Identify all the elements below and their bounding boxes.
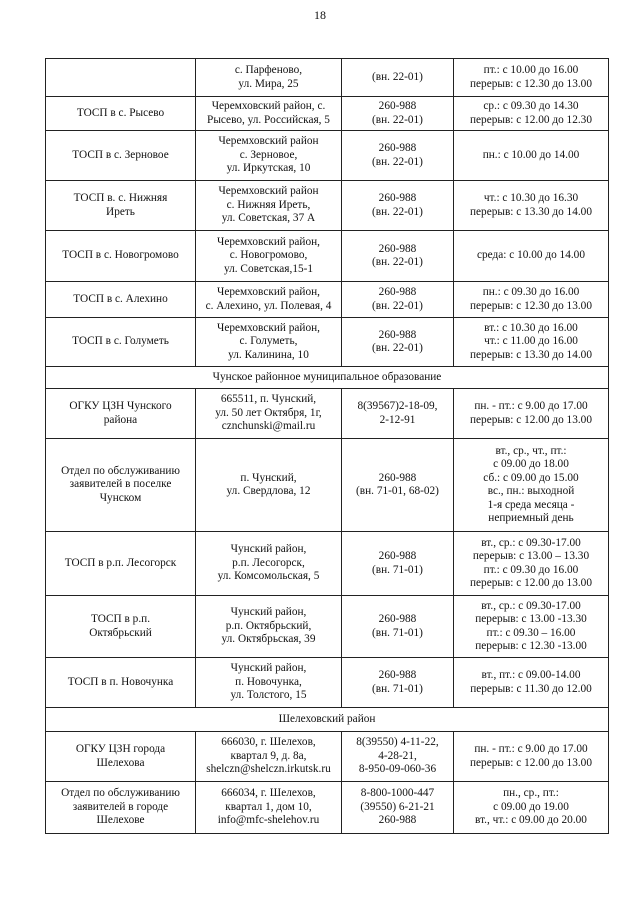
address-cell [196,131,342,181]
hours-cell [454,658,609,708]
table-row [46,59,609,97]
hours-line: пн.: с 10.00 до 14.00 [482,148,580,161]
phone-cell [342,318,454,367]
address-cell [196,732,342,782]
address-line: Черемховский район, [217,235,320,248]
office-name-cell [46,231,196,282]
section-title: Чунское районное муниципальное образование [46,367,609,389]
office-name-cell [46,439,196,532]
hours-line: перерыв: с 11.30 до 12.00 [470,682,592,695]
hours-line: перерыв: с 12.00 до 13.00 [470,577,592,589]
phone-cell [342,732,454,782]
address-line: ул. Мира, 25 [238,77,299,90]
section-header-row [46,708,609,732]
office-name-line: ТОСП в с. Алехино [73,292,168,305]
phone-cell [342,658,454,708]
phone-line: 8(39567)2-18-09, [357,400,438,412]
hours-line: пн. - пт.: с 9.00 до 17.00 [474,400,588,412]
phone-cell [342,782,454,834]
address-cell [196,389,342,439]
phone-line: 2-12-91 [379,413,416,426]
address-line: с. Алехино, ул. Полевая, 4 [205,299,332,312]
hours-cell [454,732,609,782]
address-line: 665511, п. Чунский, [220,393,317,406]
office-name-cell [46,59,196,97]
phone-line: 260-988 [378,471,417,484]
phone-line: 8-800-1000-447 [360,787,435,800]
phone-line: (вн. 22-01) [372,113,423,126]
hours-cell [454,59,609,97]
phone-line: (вн. 71-01) [372,626,423,639]
address-line: ул. Советская,15-1 [223,262,314,275]
hours-line: с 09.00 до 19.00 [493,800,569,813]
section-header-row [46,367,609,389]
phone-cell [342,181,454,231]
phone-cell [342,389,454,439]
phone-cell [342,282,454,318]
office-name-cell [46,532,196,596]
address-line: квартал 1, дом 10, [225,800,312,813]
address-line: квартал 9, д. 8а, [230,749,307,762]
phone-line: 260-988 [378,142,417,154]
hours-line: перерыв: с 12.00 до 12.30 [470,113,592,126]
office-name-cell [46,318,196,367]
office-name-line: ТОСП в. с. Нижняя [73,192,168,204]
address-line: с. Новогромово, [229,249,308,262]
table-row [46,318,609,367]
address-line: Рысево, ул. Российская, 5 [207,113,330,126]
phone-line: (вн. 22-01) [372,299,423,312]
hours-line: чт.: с 10.30 до 16.30 [483,192,579,204]
phone-line: (вн. 22-01) [372,155,423,168]
address-cell [196,59,342,97]
address-cell [196,282,342,318]
address-line: 666034, г. Шелехов, [221,787,316,800]
hours-line: перерыв: с 13.30 до 14.00 [470,205,592,218]
address-cell [196,596,342,658]
hours-cell [454,318,609,367]
office-name-line: Чунском [99,491,142,504]
address-line: ул. Иркутская, 10 [226,162,311,175]
phone-line: 260-988 [378,242,417,255]
hours-line: неприемный день [488,512,574,524]
table-row [46,181,609,231]
address-line: р.п. Лесогорск, [232,556,305,569]
address-line: Черемховский район, [217,286,320,298]
hours-line: ср.: с 09.30 до 14.30 [483,100,579,112]
page-number: 18 [314,8,326,22]
office-name-cell [46,782,196,834]
office-name-line: ТОСП в п. Новочунка [67,675,174,688]
address-line: ул. Комсомольская, 5 [217,570,320,583]
hours-cell [454,532,609,596]
phone-line: (вн. 71-01, 68-02) [356,485,439,497]
office-name-line: заявителей в поселке [69,478,172,491]
office-name-line: Октябрьский [89,626,152,639]
hours-line: пт.: с 10.00 до 16.00 [483,64,579,76]
office-name-cell [46,282,196,318]
hours-line: вт., ср.: с 09.30-17.00 [481,536,581,549]
address-line: Черемховский район [218,185,319,198]
hours-line: пн., ср., пт.: [503,787,559,800]
office-name-line: ОГКУ ЦЗН Чунского [69,400,172,412]
address-cell [196,658,342,708]
phone-cell [342,97,454,131]
address-line: р.п. Октябрьский, [225,619,312,632]
table-row [46,532,609,596]
phone-line: (вн. 71-01) [372,682,423,695]
phone-cell [342,439,454,532]
hours-line: перерыв: с 13.00 -13.30 [475,613,587,625]
hours-cell [454,389,609,439]
hours-line: сб.: с 09.00 до 15.00 [483,471,579,484]
phone-line: 260-988 [378,669,417,681]
address-line: 666030, г. Шелехов, [221,736,316,749]
address-line: Черемховский район, с. [211,100,326,112]
phone-line: (39550) 6-21-21 [360,800,435,813]
section-title: Шелеховский район [46,708,609,732]
hours-line: с 09.00 до 18.00 [493,458,569,470]
phone-line: 260-988 [378,613,417,625]
phone-cell [342,231,454,282]
office-name-line: района [103,413,138,426]
address-line: ул. Свердлова, 12 [226,485,311,497]
hours-line: вт., пт.: с 09.00-14.00 [481,669,581,681]
hours-line: пн.: с 09.30 до 16.00 [482,286,580,298]
office-name-line: ОГКУ ЦЗН города [75,743,166,755]
hours-line: чт.: с 11.00 до 16.00 [484,335,578,348]
phone-line: 4-28-21, [378,749,417,762]
office-name-line: Шелехове [96,814,145,827]
hours-line: пт.: с 09.30 до 16.00 [483,563,579,576]
table-row [46,596,609,658]
table-row [46,282,609,318]
office-name-cell [46,389,196,439]
office-name-cell [46,97,196,131]
phone-line: 260-988 [378,550,417,562]
address-line: ул. 50 лет Октября, 1г, [215,406,322,419]
hours-line: перерыв: с 13.00 – 13.30 [472,550,590,562]
hours-line: вт., ср.: с 09.30-17.00 [481,599,581,612]
table-row [46,658,609,708]
hours-line: вт.: с 10.30 до 16.00 [484,321,578,334]
office-name-cell [46,596,196,658]
office-name-cell [46,181,196,231]
address-line: Чунский район, [230,543,307,556]
phone-cell [342,59,454,97]
office-name-line: ТОСП в с. Зерновое [72,148,169,161]
hours-cell [454,181,609,231]
office-name-line: ТОСП в с. Новогромово [62,249,179,262]
hours-line: перерыв: с 12.00 до 13.00 [470,756,592,769]
hours-line: перерыв: с 12.30 до 13.00 [470,77,592,90]
hours-line: вт., чт.: с 09.00 до 20.00 [475,814,587,827]
address-line: ул. Советская, 37 А [221,212,316,225]
hours-cell [454,97,609,131]
hours-cell [454,439,609,532]
phone-line: (вн. 22-01) [372,70,423,83]
hours-line: перерыв: с 12.00 до 13.00 [470,413,592,426]
phone-cell [342,131,454,181]
table-row [46,231,609,282]
address-line: Черемховский район, [217,321,320,334]
address-line: п. Чунский, [240,471,297,484]
address-line: с. Парфеново, [234,64,303,76]
address-line: Чунский район, [230,662,307,675]
hours-line: перерыв: с 12.30 до 13.00 [470,299,592,312]
hours-line: перерыв: с 13.30 до 14.00 [470,348,592,361]
table-row [46,782,609,834]
phone-cell [342,532,454,596]
address-line: ул. Октябрьская, 39 [221,633,316,646]
hours-line: пт.: с 09.30 – 16.00 [486,626,576,639]
address-cell [196,97,342,131]
address-line: п. Новочунка, [235,675,302,688]
office-name-cell [46,732,196,782]
address-cell [196,318,342,367]
address-cell [196,439,342,532]
address-line: ул. Калинина, 10 [228,348,309,361]
table-row [46,732,609,782]
address-cell [196,532,342,596]
hours-line: пн. - пт.: с 9.00 до 17.00 [474,743,588,755]
address-line: с. Зерновое, [239,148,298,161]
office-name-line: Шелехова [96,756,145,769]
hours-cell [454,231,609,282]
address-line: ул. Толстого, 15 [230,689,307,702]
hours-cell [454,596,609,658]
hours-cell [454,782,609,834]
phone-line: 260-988 [378,328,417,341]
offices-schedule-table [45,58,609,834]
phone-line: 260-988 [378,814,417,827]
address-line: с. Голуметь, [239,335,298,348]
address-cell [196,231,342,282]
phone-line: 260-988 [378,192,417,204]
office-name-line: Иреть [106,205,135,218]
office-name-line: ТОСП в с. Рысево [76,106,165,119]
address-cell [196,181,342,231]
address-line: с. Нижняя Иреть, [226,198,311,211]
phone-line: (вн. 22-01) [372,256,423,268]
phone-line: 8(39550) 4-11-22, [356,736,439,749]
office-name-line: ТОСП в с. Голуметь [72,335,169,348]
hours-line: 1-я среда месяца - [487,498,575,511]
address-line: cznchunski@mail.ru [221,420,316,433]
hours-cell [454,282,609,318]
office-name-line: Отдел по обслуживанию [61,464,180,477]
address-line: Черемховский район [218,135,319,148]
address-cell [196,782,342,834]
address-line: Чунский район, [230,606,307,619]
address-line: info@mfc-shelehov.ru [217,814,320,827]
table-row [46,389,609,439]
office-name-cell [46,658,196,708]
hours-line: среда: с 10.00 до 14.00 [477,249,585,262]
office-name-line: заявителей в городе [72,800,169,813]
table-row [46,131,609,181]
table-row [46,439,609,532]
phone-line: (вн. 22-01) [372,342,423,354]
hours-line: вс., пн.: выходной [487,485,575,497]
phone-cell [342,596,454,658]
phone-line: (вн. 22-01) [372,205,423,218]
hours-line: вт., ср., чт., пт.: [495,444,567,457]
table-row [46,97,609,131]
office-name-line: Отдел по обслуживанию [61,787,180,800]
phone-line: 260-988 [378,100,417,112]
hours-line: перерыв: с 12.30 -13.00 [475,640,587,652]
office-name-line: ТОСП в р.п. [90,613,151,625]
hours-cell [454,131,609,181]
phone-line: 260-988 [378,286,417,298]
office-name-line: ТОСП в р.п. Лесогорск [64,556,177,569]
phone-line: (вн. 71-01) [372,563,423,576]
office-name-cell [46,131,196,181]
phone-line: 8-950-09-060-36 [358,763,437,776]
address-line: shelczn@shelczn.irkutsk.ru [206,763,331,776]
